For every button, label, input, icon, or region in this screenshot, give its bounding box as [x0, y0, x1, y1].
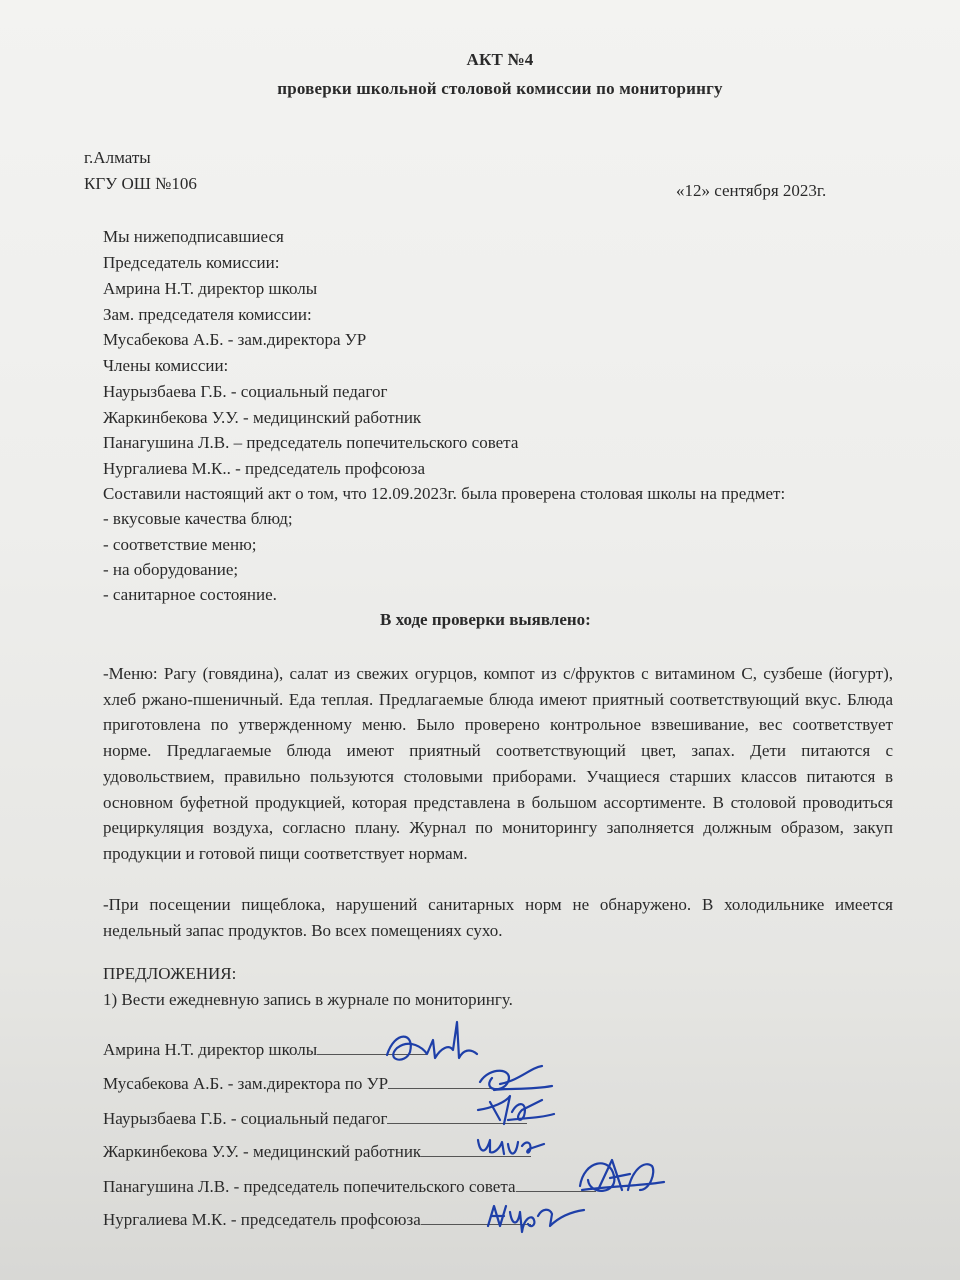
- findings-paragraph: -Меню: Рагу (говядина), салат из свежих огурцов, компот из с/фруктов с витамином С, сузбеше (йогурт), хлеб ржано-пшеничный. Еда теплая. Предлагаемые блюда имеют приятный соответствующий вкус. Блюда приготовлена по утвержденному меню. Было проверено контрольное взвешивание, вес соответствует норме. Предлагаемые блюда имеют приятный соответствующий цвет, запах. Дети питаются с удовольствием, правильно пользуются столовыми приборами. Учащиеся старших классов питаются в основном буфетной продукцией, которая представлена в большом ассортименте. В столовой проводиться рециркуляция воздуха, согласно плану. Журнал по мониторингу заполняется должным образом, закуп продукции и готовой пищи соответствует нормам.: [103, 664, 893, 863]
- signature-line-nurgalieva: [103, 1210, 531, 1230]
- handwritten-signature: [470, 1128, 550, 1162]
- handwritten-signature: [480, 1198, 590, 1238]
- signature-line-musabekova: [103, 1074, 528, 1094]
- signature-line-nauryzbaeva: [103, 1109, 527, 1129]
- signatory: Жаркинбекова У.У. - медицинский работник: [103, 1142, 422, 1161]
- check-item: - соответствие меню;: [103, 535, 257, 554]
- school-name: КГУ ОШ №106: [84, 174, 197, 193]
- deputy-name: Мусабекова А.Б. - зам.директора УР: [103, 330, 367, 349]
- act-title: АКТ №4: [466, 50, 534, 69]
- act-subtitle: проверки школьной столовой комиссии по мониторингу: [277, 79, 723, 98]
- deputy-label: Зам. председателя комиссии:: [103, 305, 312, 324]
- handwritten-signature: [570, 1150, 670, 1200]
- signatory: Мусабекова А.Б. - зам.директора по УР: [103, 1074, 389, 1093]
- member-line: Нургалиева М.К.. - председатель профсоюза: [103, 459, 426, 478]
- member-line: Жаркинбекова У.У. - медицинский работник: [103, 408, 422, 427]
- proposals-heading: ПРЕДЛОЖЕНИЯ:: [103, 964, 237, 983]
- check-item: - санитарное состояние.: [103, 585, 277, 604]
- purpose-line: Составили настоящий акт о том, что 12.09.2023г. была проверена столовая школы на предмет:: [103, 484, 786, 503]
- members-label: Члены комиссии:: [103, 356, 229, 375]
- proposal-item: 1) Вести ежедневную запись в журнале по мониторингу.: [103, 990, 513, 1009]
- signatory: Нургалиева М.К. - председатель профсоюза: [103, 1210, 421, 1229]
- chair-name: Амрина Н.Т. директор школы: [103, 279, 318, 298]
- act-date: «12» сентября 2023г.: [676, 181, 827, 200]
- intro-line: Мы нижеподписавшиеся: [103, 227, 284, 246]
- member-line: Панагушина Л.В. – председатель попечительского совета: [103, 433, 519, 452]
- handwritten-signature: [470, 1090, 560, 1130]
- signatory: Наурызбаева Г.Б. - социальный педагог: [103, 1109, 388, 1128]
- signature-line-zharkinbekova: [103, 1142, 531, 1162]
- findings-heading: В ходе проверки выявлено:: [380, 610, 591, 629]
- chair-label: Председатель комиссии:: [103, 253, 280, 272]
- signature-line-panagushina: [103, 1177, 596, 1197]
- handwritten-signature: [375, 1010, 485, 1070]
- signatory: Амрина Н.Т. директор школы: [103, 1040, 318, 1059]
- member-line: Наурызбаева Г.Б. - социальный педагог: [103, 382, 388, 401]
- signatory: Панагушина Л.В. - председатель попечительского совета: [103, 1177, 516, 1196]
- check-item: - вкусовые качества блюд;: [103, 509, 293, 528]
- city: г.Алматы: [84, 148, 151, 167]
- findings-paragraph-2: -При посещении пищеблока, нарушений санитарных норм не обнаружено. В холодильнике имеется недельный запас продуктов. Во всех помещениях сухо.: [103, 895, 893, 940]
- check-item: - на оборудование;: [103, 560, 239, 579]
